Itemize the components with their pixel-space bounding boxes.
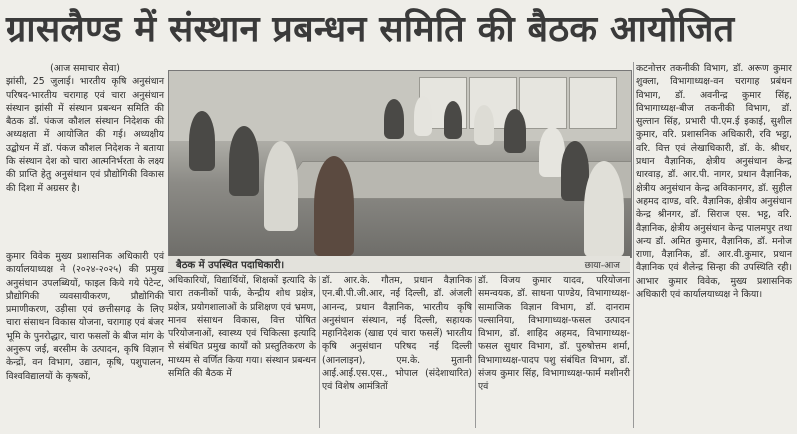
column-2 [168, 274, 316, 380]
column-2-text: अधिकारियों, विद्यार्थियों, शिक्षकों इत्यादि के चारा तकनीकों पार्क, केन्द्रीय शोध प्रक्षेत्र, प्रक्षेत्र, प्रयोगशालाओं के प्रशिक्षण एवं भ्रमण, मानव संसाधन विकास, वित्त पोषित परियोजनाओं, स्वास्थ्य एवं चिकित्सा इत्यादि से संबंधित प्रमुख कार्यों को प्रस्तुतिकरण के माध्यम से वर्णित किया गया। संस्थान प्रबन्धन समिति की बैठक में [168, 275, 316, 380]
column-4-text: डॉ. विजय कुमार यादव, परियोजना समन्वयक, डॉ. साधना पाण्डेय, विभागाध्यक्ष- सामाजिक विज्ञान विभाग, डॉ. दानराम पल्सानिया, विभागाध्यक्ष-फसल उत्पादन विभाग, डॉ. शाहिद अहमद, विभागाध्यक्ष-फसल सुधार विभाग, डॉ. पुरुषोत्तम शर्मा, विभागाध्यक्ष-पादप पशु संबंधित विभाग, डॉ. संजय कुमार सिंह, विभागाध्यक्ष-फार्म मशीनरी एवं [478, 275, 630, 393]
photo-person [264, 141, 298, 231]
photo-person [474, 105, 494, 145]
column-divider [633, 62, 634, 428]
headline: ग्रासलैण्ड में संस्थान प्रबन्धन समिति की बैठक आयोजित [6, 9, 735, 50]
meeting-photo [168, 70, 632, 258]
column-5 [636, 62, 792, 301]
photo-person [584, 161, 624, 257]
photo-credit: छाया-आज [584, 261, 620, 271]
photo-window [569, 77, 617, 129]
photo-window [519, 77, 567, 129]
photo-person [314, 156, 354, 256]
column-divider [475, 276, 476, 428]
column-1-paragraph-2: कुमार विवेक मुख्य प्रशासनिक अधिकारी एवं कार्यालयाध्यक्ष ने (२०२४-२०२५) की प्रमुख अनुसंधान उपलब्धियों, फाइल किये गये पेटेन्ट, प्रौद्योगिकी व्यवसायीकरण, प्रौद्योगिकी प्रमाणीकरण, उड़ीसा एवं छत्तीसगढ़ के लिए चारा संसाधन विकास योजना, चरागाह एवं बंजर भूमि के पुनरोद्धार, चारा फसलों के बीज मांग के अनुरूप जई, बरसीम के उत्पादन, कृषि विज्ञान केन्द्रों, वन विभाग, उद्यान, कृषि, पशुपालन, विश्वविद्यालयों के कृषकों, [6, 251, 164, 382]
column-4 [478, 274, 630, 394]
photo-caption-bar [168, 256, 630, 273]
photo-caption: बैठक में उपस्थित पदाधिकारी। [176, 260, 285, 271]
dateline: (आज समाचार सेवा) [50, 63, 120, 74]
column-3 [322, 274, 472, 394]
column-5-text: कटनोत्तर तकनीकी विभाग, डॉ. अरूण कुमार शुक्ला, विभागाध्यक्ष-वन चरागाह प्रबंधन विभाग, डॉ. अवनीन्द्र कुमार सिंह, विभागाध्यक्ष-बीज तकनीकी विभाग, डॉ. सुल्तान सिंह, प्रभारी पी.एम.ई इकाई, सुशील कुमार, वरि. प्रशासनिक अधिकारी, रवि भट्ठा, वरि. वित्त एवं लेखाधिकारी, डॉ. के. श्रीधर, प्रधान वैज्ञानिक, क्षेत्रीय अनुसंधान केन्द्र धारवाड़, डॉ. आर.पी. नागर, प्रधान वैज्ञानिक, क्षेत्रीय अनुसंधान केन्द्र अविकानगर, डॉ. सुहील अहमद दाण्ड, वरि. वैज्ञानिक, क्षेत्रीय अनुसंधान केन्द्र श्रीनगर, डॉ. सिराज एस. भट्ट, वरि. वैज्ञानिक, क्षेत्रीय अनुसंधान केन्द्र पालमपुर तथा अन्य डॉ. अमित कुमार, वैज्ञानिक, डॉ. मनोज राणा, वैज्ञानिक, डॉ. आर.वी.कुमार, प्रधान वैज्ञानिक एवं शैलेन्द्र सिन्हा की उपस्थिति रही। आभार कुमार विवेक, मुख्य प्रशासनिक अधिकारी एवं कार्यालयाध्यक्ष ने किया। [636, 63, 792, 301]
photo-person [444, 101, 462, 139]
column-3-text: डॉ. आर.के. गौतम, प्रधान वैज्ञानिक एन.बी.पी.जी.आर, नई दिल्ली, डॉ. अंजली आनन्द, प्रधान वैज्ञानिक, भारतीय कृषि अनुसंधान संस्थान, नई दिल्ली, सहायक महानिदेशक (खाद्य एवं चारा फसलें) भारतीय कृषि अनुसंधान परिषद नई दिल्ली (आनलाइन), एम.के. मुतानी आई.आई.एस.एस., भोपाल (संदेशाधारित) एवं विशेष आमंत्रितों [322, 275, 472, 393]
photo-person [504, 109, 526, 153]
photo-person [384, 99, 404, 139]
column-1-continued [6, 250, 164, 383]
photo-person [229, 126, 259, 196]
column-divider [319, 276, 320, 428]
column-1-paragraph-1: झांसी, 25 जुलाई। भारतीय कृषि अनुसंधान परिषद-भारतीय चरागाह एवं चारा अनुसंधान संस्थान झांसी में संस्थान प्रबन्धन समिति की बैठक डॉ. पंकज कौशल संस्थान निदेशक की अध्यक्षता में आयोजित की गई। अध्यक्षीय उद्बोधन में डॉ. पंकज कौशल निदेशक ने बताया कि संस्थान देश को चारा आत्मनिर्भरता के लक्ष्य की प्राप्ति हेतु अनुसंधान एवं प्रौद्योगिकी विकास की दिशा में अग्रसर है। [6, 76, 164, 194]
photo-person [189, 111, 215, 171]
photo-person [414, 96, 432, 136]
